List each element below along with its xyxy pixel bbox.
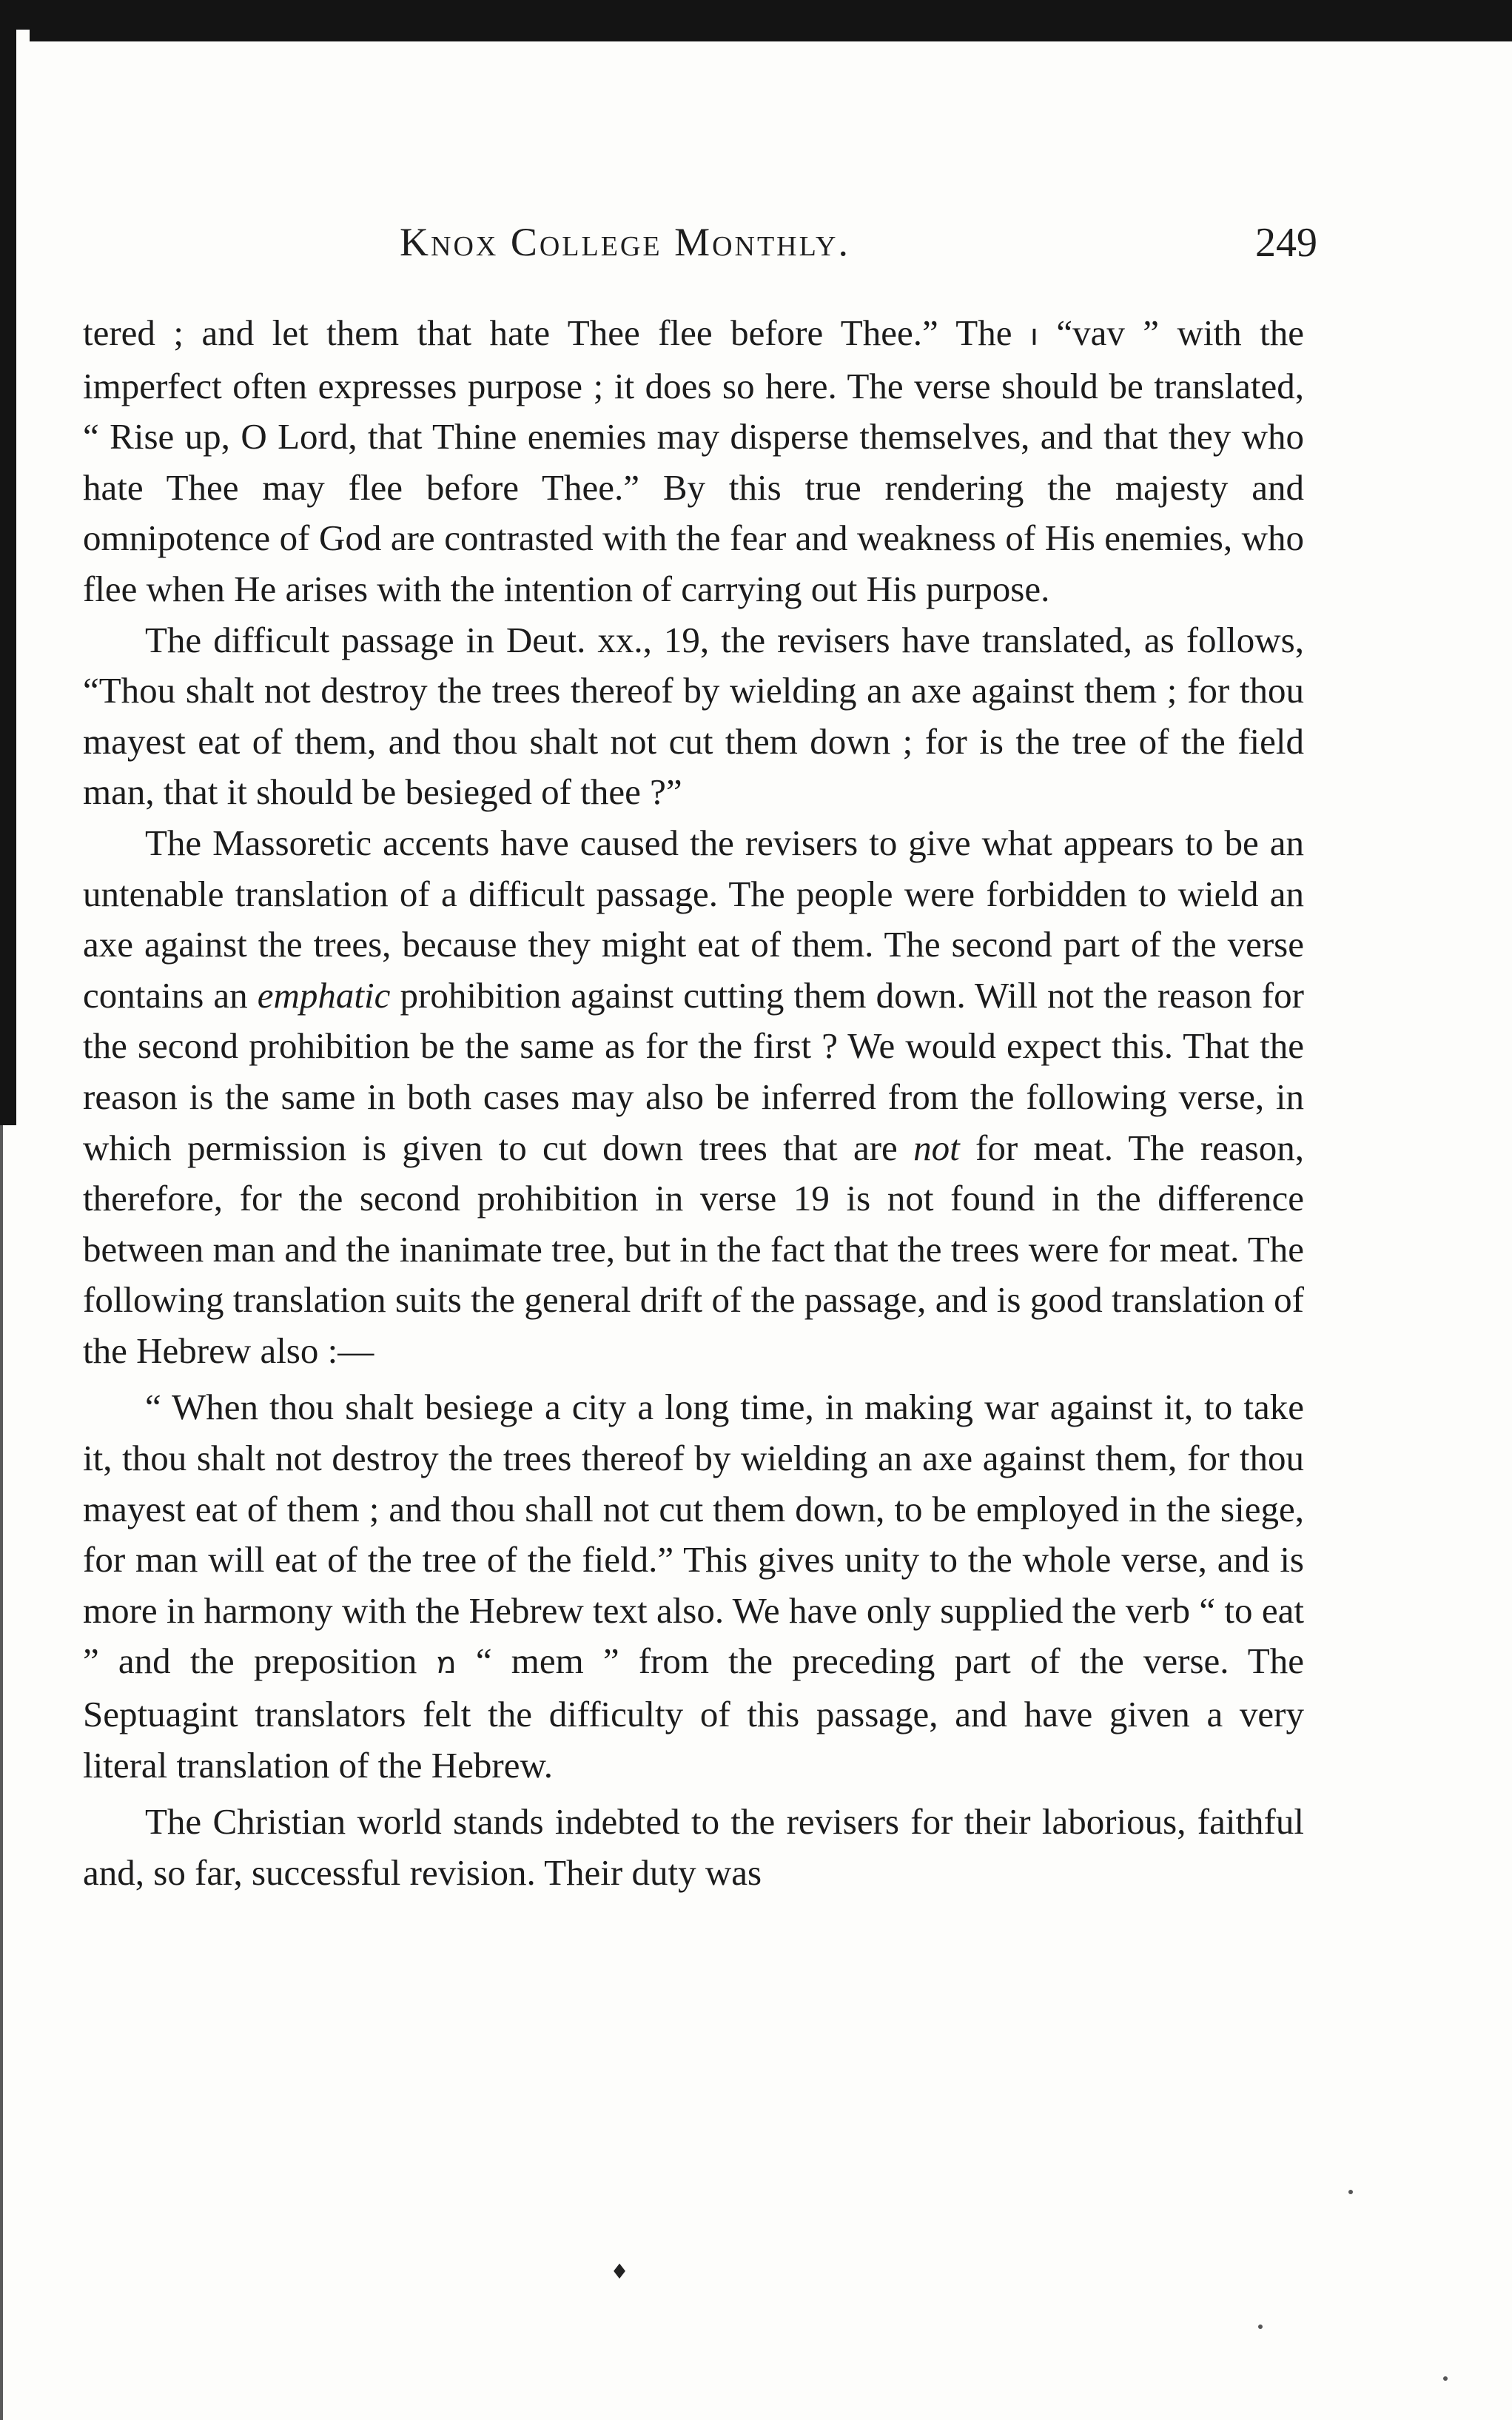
- hebrew-vav-glyph: ו: [1029, 318, 1038, 352]
- paragraph-3-part-a: The Massoretic accents have caused the revisers to give what appears to be an untenable translation of a difficult passage. The people were forbidden to wield an axe against the trees, because they might eat of them. The second part of the verse contains an: [83, 822, 1304, 1016]
- scan-speck: [1443, 2376, 1448, 2381]
- page-number: 249: [1255, 220, 1317, 266]
- paragraph-1: [83, 308, 1304, 615]
- paragraph-4-quotation: [83, 1382, 1304, 1791]
- scan-border-top-inner: [30, 30, 1512, 41]
- body-text: [83, 308, 1304, 1898]
- paragraph-4-part-a: “ When thou shalt besiege a city a long time, in making war against it, to take it, thou shalt not destroy the trees thereof by wielding an axe against them, for thou mayest eat of them ; and thou shall not cut them down, to be employed in the siege, for man will eat of the tree of the field.” This gives unity to the whole verse, and is more in harmony with the Hebrew text also. We have only supplied the verb “ to eat ” and the preposition: [83, 1387, 1304, 1682]
- paragraph-3-part-c: for meat. The reason, therefore, for the second prohibition in verse 19 is not found in the difference between man and the inanimate tree, but in the fact that the trees were for meat. The following translation suits the general drift of the passage, and is good translation of the Hebrew also :—: [83, 1127, 1304, 1371]
- scan-border-left: [0, 0, 16, 1125]
- paragraph-2: The difficult passage in Deut. xx., 19, the revisers have translated, as follows, “Thou shalt not destroy the trees thereof by wielding an axe against them ; for thou mayest eat of them, and thou shalt not cut them down ; for is the tree of the field man, that it should be besieged of thee ?”: [83, 619, 1304, 813]
- scan-border-top: [0, 0, 1512, 30]
- paragraph-4-part-b: “ mem ” from the preceding part of the verse. The Septuagint translators felt the difficulty of this passage, and have given a very literal translation of the Hebrew.: [83, 1640, 1304, 1786]
- paragraph-3: [83, 818, 1304, 1377]
- running-title: Knox College Monthly.: [400, 220, 850, 264]
- paragraph-5: The Christian world stands indebted to the revisers for their laborious, faithful and, so far, successful revision. Their duty was: [83, 1801, 1304, 1893]
- footer-ornament: ♦: [610, 2259, 629, 2284]
- emphasis-emphatic: emphatic: [257, 974, 391, 1016]
- paragraph-1-part-b: “vav ” with the imperfect often expresses purpose ; it does so here. The verse should be translated, “ Rise up, O Lord, that Thine enemies may disperse themselves, and that they who hate Thee may flee before Thee.” By this true rendering the majesty and omnipotence of God are contrasted with the fear and weakness of His enemies, who flee when He arises with the intention of carrying out His purpose.: [83, 312, 1304, 609]
- scan-speck: [1258, 2325, 1263, 2329]
- emphasis-not: not: [913, 1127, 960, 1168]
- hebrew-mem-glyph: מ: [436, 1646, 457, 1681]
- scan-speck: [1348, 2190, 1353, 2194]
- scan-border-left-thin: [0, 1125, 3, 2420]
- paragraph-3-part-b: prohibition against cutting them down. Will not the reason for the second prohibition be the same as for the first ? We would expect this. That the reason is the same in both cases may also be inferred from the following verse, in which permission is given to cut down trees that are: [83, 974, 1304, 1168]
- paragraph-1-part-a: tered ; and let them that hate Thee flee before Thee.” The: [83, 312, 1030, 353]
